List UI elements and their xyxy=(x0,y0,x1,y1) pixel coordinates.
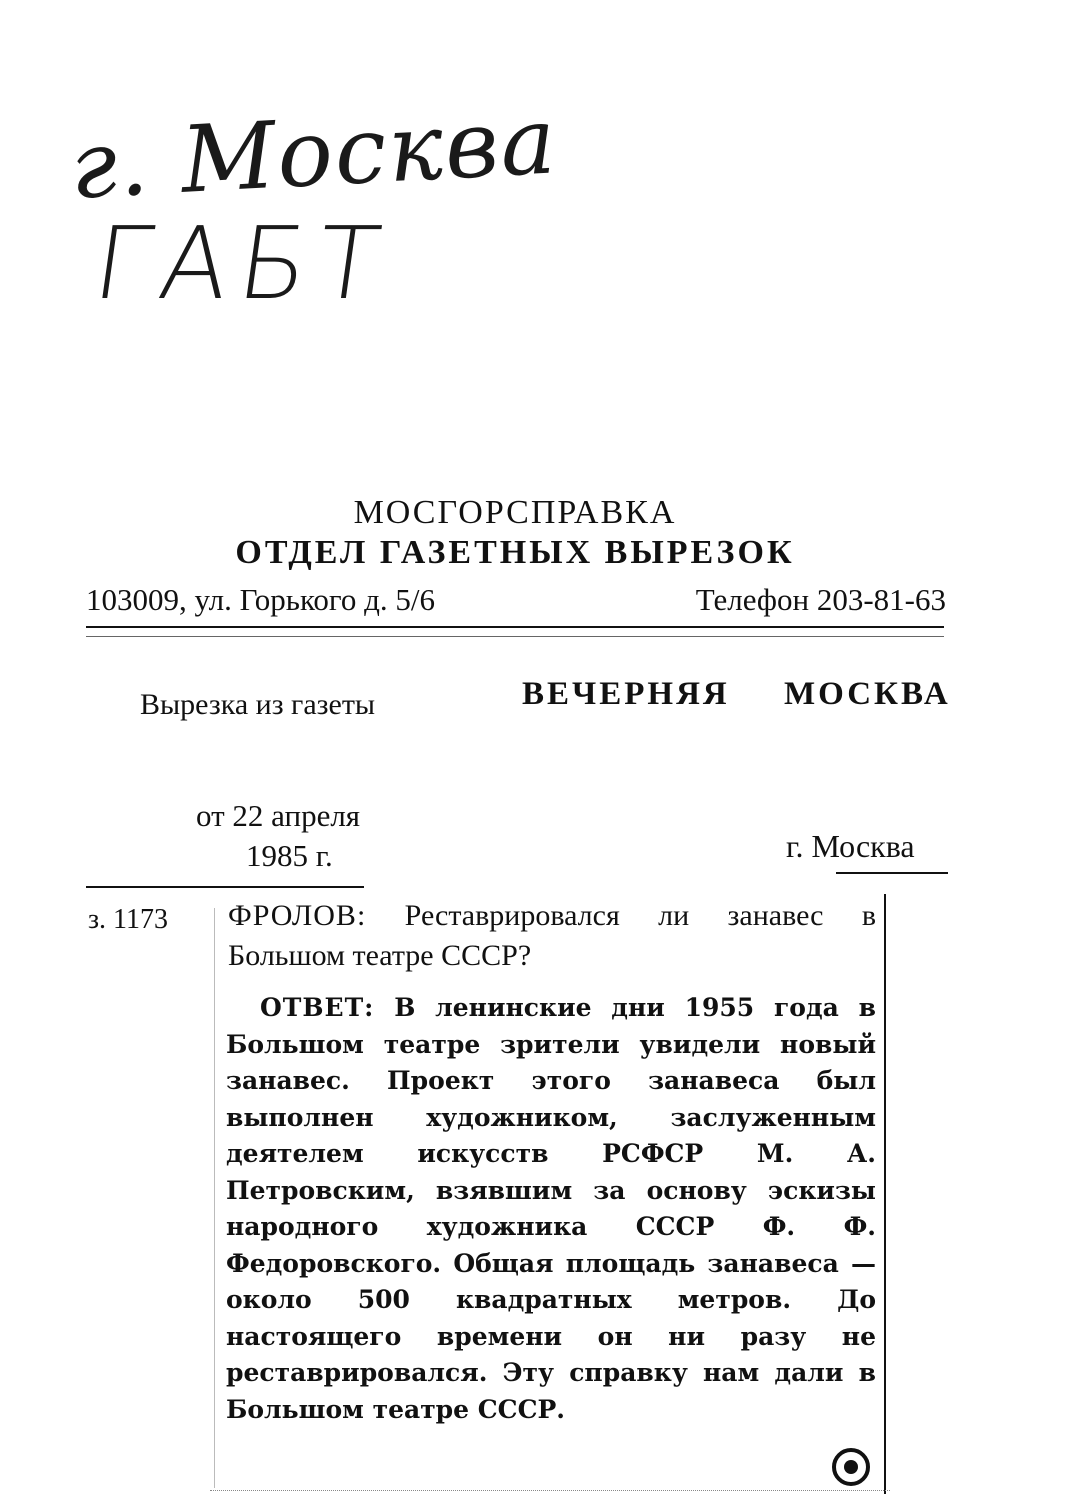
organization-name: МОСГОРСПРАВКА xyxy=(353,494,677,531)
phone: Телефон 203-81-63 xyxy=(695,582,946,617)
address: 103009, ул. Горького д. 5/6 xyxy=(86,582,436,617)
handwritten-city-note: г. Москва xyxy=(67,87,560,220)
article-question xyxy=(216,896,884,976)
answer-text: В ленинские дни 1955 года в Большом театре зрители увидели новый занавес. Проект этого занавеса был выполнен художником, заслуженным деятелем искусств РСФСР М. А. Петровским, взявшим за основу эскизы народного художника СССР Ф. Ф. Федоровского. Общая площадь занавеса — около 500 квадратных метров. До настоящего времени он ни разу не реставрировался. Эту справку нам дали в Большом театре СССР. xyxy=(226,993,876,1424)
date-divider xyxy=(86,886,364,888)
order-number: з. 1173 xyxy=(88,904,169,935)
question-text: Реставрировался ли занавес в Большом театре СССР? xyxy=(228,899,876,972)
clipping-date-day: от 22 апреля xyxy=(196,798,361,833)
article-clipping xyxy=(216,896,884,1428)
header-divider xyxy=(86,626,944,628)
question-author: ФРОЛОВ: xyxy=(228,899,367,932)
handwritten-theatre-note: ГАБТ xyxy=(86,205,398,322)
end-of-article-mark xyxy=(832,1448,870,1486)
column-rule xyxy=(884,894,886,1494)
department-name: ОТДЕЛ ГАЗЕТНЫХ ВЫРЕЗОК xyxy=(235,534,795,571)
clipping-bottom-edge xyxy=(210,1490,890,1491)
header-divider-thin xyxy=(86,636,944,637)
clipping-date-year: 1985 г. xyxy=(246,838,333,873)
clipping-label: Вырезка из газеты xyxy=(140,688,376,721)
article-answer xyxy=(216,990,884,1428)
newspaper-name-word2: МОСКВА xyxy=(784,676,951,712)
answer-lead: ОТВЕТ: xyxy=(260,993,375,1022)
clipping-left-edge xyxy=(214,908,215,1488)
clipping-city: г. Москва xyxy=(786,828,915,864)
newspaper-name-word1: ВЕЧЕРНЯЯ xyxy=(522,676,730,712)
city-underline xyxy=(836,872,948,874)
